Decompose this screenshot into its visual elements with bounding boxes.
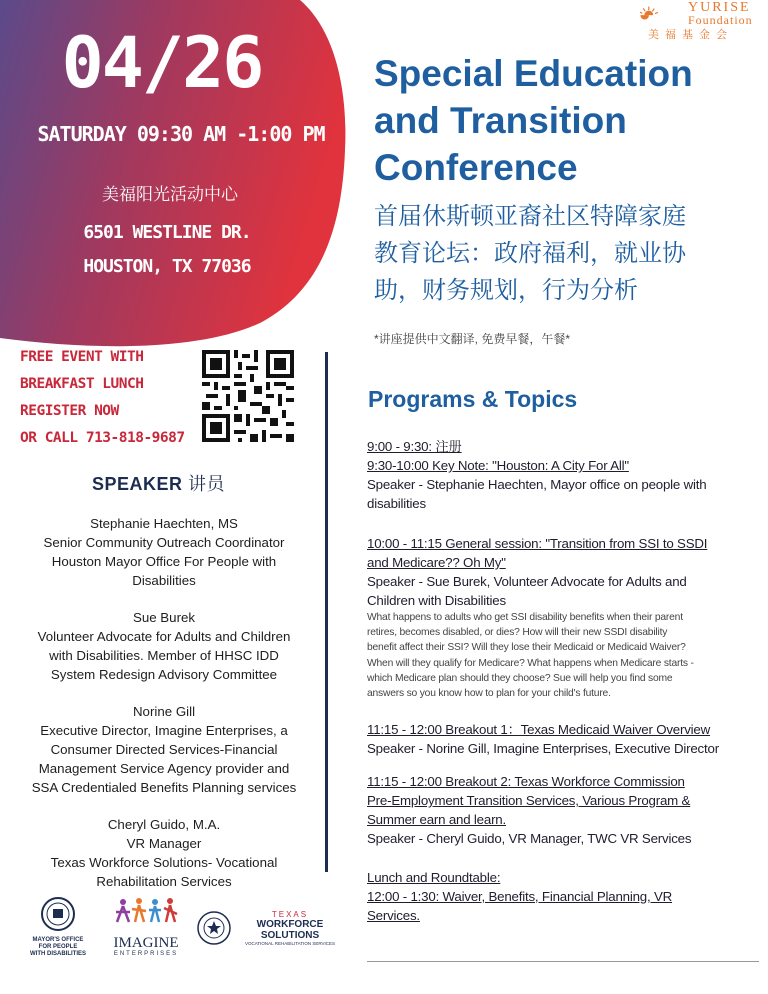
event-time: SATURDAY 09:30 AM -1:00 PM	[37, 122, 325, 146]
mayor-logo-line: FOR PEOPLE	[38, 944, 78, 950]
speaker-detail: Rehabilitation Services	[96, 874, 232, 889]
program-item	[367, 868, 757, 925]
logo-name: YURISE	[688, 0, 751, 15]
event-date: 04/26	[61, 22, 263, 104]
qr-code-icon[interactable]	[202, 350, 294, 442]
venue-name: 美福阳光活动中心	[102, 185, 238, 204]
description-line: which Medicare plan should they choose? Sue will help you find some	[367, 672, 673, 684]
program-speaker: Children with Disabilities	[367, 593, 506, 608]
program-speaker: Speaker - Sue Burek, Volunteer Advocate for Adults and	[367, 574, 687, 589]
speaker-detail: Senior Community Outreach Coordinator	[43, 535, 285, 550]
register-now-link[interactable]: REGISTER NOW	[20, 403, 119, 419]
title-line-3: Conference	[374, 147, 578, 188]
bottom-rule	[367, 961, 759, 962]
speaker-name: Sue Burek	[132, 610, 196, 625]
speaker-heading-cn: 讲员	[188, 474, 226, 494]
venue-address	[72, 216, 262, 284]
speaker-detail: Disabilities	[132, 573, 196, 588]
program-title: Lunch and Roundtable:	[367, 870, 501, 885]
program-title: Pre-Employment Transition Services, Various Program &	[367, 793, 691, 808]
speaker-card	[14, 815, 314, 891]
speaker-detail: Consumer Directed Services-Financial	[50, 742, 278, 757]
speaker-name: Norine Gill	[132, 704, 196, 719]
logo-text	[688, 2, 753, 26]
program-detail: Services.	[367, 908, 420, 923]
imagine-logo-name: IMAGINE	[113, 935, 179, 951]
program-title: and Medicare?? Oh My"	[367, 555, 506, 570]
speaker-detail: Management Service Agency provider and	[38, 761, 290, 776]
program-item	[367, 534, 757, 701]
speaker-name: Cheryl Guido, M.A.	[107, 817, 221, 832]
mayors-office-logo	[18, 896, 98, 958]
speaker-detail: System Redesign Advisory Committee	[50, 667, 278, 682]
program-item	[367, 772, 757, 848]
speaker-detail: Texas Workforce Solutions- Vocational	[50, 855, 278, 870]
speaker-detail: Houston Mayor Office For People with	[51, 554, 277, 569]
description-line: answers so you know how to plan for your child's future.	[367, 688, 611, 700]
conference-title	[374, 50, 764, 191]
speaker-detail: Volunteer Advocate for Adults and Children	[37, 629, 291, 644]
programs-heading: Programs & Topics	[368, 386, 578, 412]
program-title: 11:15 - 12:00 Breakout 2: Texas Workforce Commission	[367, 774, 685, 789]
description-line: When will they qualify for Medicare? What happens when Medicare starts -	[367, 657, 694, 669]
program-speaker: Speaker - Stephanie Haechten, Mayor office on people with	[367, 477, 707, 492]
registration-info	[20, 344, 185, 452]
program-title: Summer earn and learn.	[367, 812, 506, 827]
mayor-logo-line: WITH DISABILITIES	[30, 951, 86, 957]
workforce-logo-line: WORKFORCE SOLUTIONS	[256, 919, 324, 941]
workforce-logo-line: VOCATIONAL REHABILITATION SERVICES	[244, 941, 336, 946]
program-title: 9:30-10:00 Key Note: "Houston: A City For All"	[367, 458, 629, 473]
column-divider	[325, 352, 328, 872]
workforce-logo-line: TEXAS	[271, 910, 309, 919]
free-event-text: FREE EVENT WITH	[20, 349, 144, 365]
speaker-heading	[92, 470, 225, 496]
program-detail: 12:00 - 1:30: Waiver, Benefits, Financial Planning, VR	[367, 889, 673, 904]
subtitle-line-2: 教育论坛：政府福利，就业协	[374, 240, 686, 267]
subtitle-line-3: 助，财务规划，行为分析	[374, 277, 638, 304]
program-speaker: disabilities	[367, 496, 426, 511]
breakfast-lunch-text: BREAKFAST LUNCH	[20, 376, 144, 392]
sunrise-logo-icon	[640, 2, 686, 26]
translation-note: *讲座提供中文翻译, 免费早餐，午餐*	[374, 332, 571, 346]
speaker-detail: SSA Credentialed Benefits Planning services	[31, 780, 297, 795]
program-speaker: Speaker - Norine Gill, Imagine Enterprises, Executive Director	[367, 741, 719, 756]
address-line-2: HOUSTON, TX 77036	[83, 256, 251, 277]
program-time: 9:00 - 9:30: 注册	[367, 439, 462, 454]
workforce-seal-icon	[196, 910, 232, 946]
subtitle-line-1: 首届休斯顿亚裔社区特障家庭	[374, 203, 686, 230]
description-line: retires, becomes disabled, or dies? How will their new SSDI disability	[367, 627, 668, 639]
program-title: 10:00 - 11:15 General session: "Transition from SSI to SSDI	[367, 536, 708, 551]
speaker-card	[14, 608, 314, 684]
program-speaker: Speaker - Cheryl Guido, VR Manager, TWC VR Services	[367, 831, 692, 846]
description-line: benefit affect their SSI? Will they lose their Medicaid or Medicaid Waiver?	[367, 642, 686, 654]
speaker-detail: VR Manager	[126, 836, 202, 851]
conference-subtitle-cn	[374, 198, 766, 309]
title-line-1: Special Education	[374, 53, 693, 94]
speaker-card	[14, 514, 314, 590]
logo-sub: Foundation	[688, 13, 753, 27]
people-figures-icon	[111, 896, 181, 930]
call-phone-link[interactable]: OR CALL 713-818-9687	[20, 430, 185, 446]
speaker-detail: Executive Director, Imagine Enterprises, a	[40, 723, 288, 738]
imagine-logo	[106, 896, 186, 957]
program-title: 11:15 - 12:00 Breakout 1：Texas Medicaid Waiver Overview	[367, 722, 711, 737]
speaker-card	[14, 702, 314, 797]
mayor-logo-line: MAYOR'S OFFICE	[32, 937, 84, 943]
speaker-name: Stephanie Haechten, MS	[90, 516, 238, 531]
imagine-logo-sub: ENTERPRISES	[113, 951, 179, 957]
speaker-heading-en: SPEAKER	[92, 474, 183, 494]
title-line-2: and Transition	[374, 100, 627, 141]
logo-cn: 美福基金会	[648, 29, 733, 41]
address-line-1: 6501 WESTLINE DR.	[83, 222, 251, 243]
speaker-detail: with Disabilities. Member of HHSC IDD	[49, 648, 279, 663]
program-description	[367, 610, 757, 701]
description-line: What happens to adults who get SSI disability benefits when their parent	[367, 612, 683, 623]
city-seal-icon	[39, 896, 77, 932]
program-item	[367, 437, 757, 513]
program-item	[367, 720, 757, 758]
